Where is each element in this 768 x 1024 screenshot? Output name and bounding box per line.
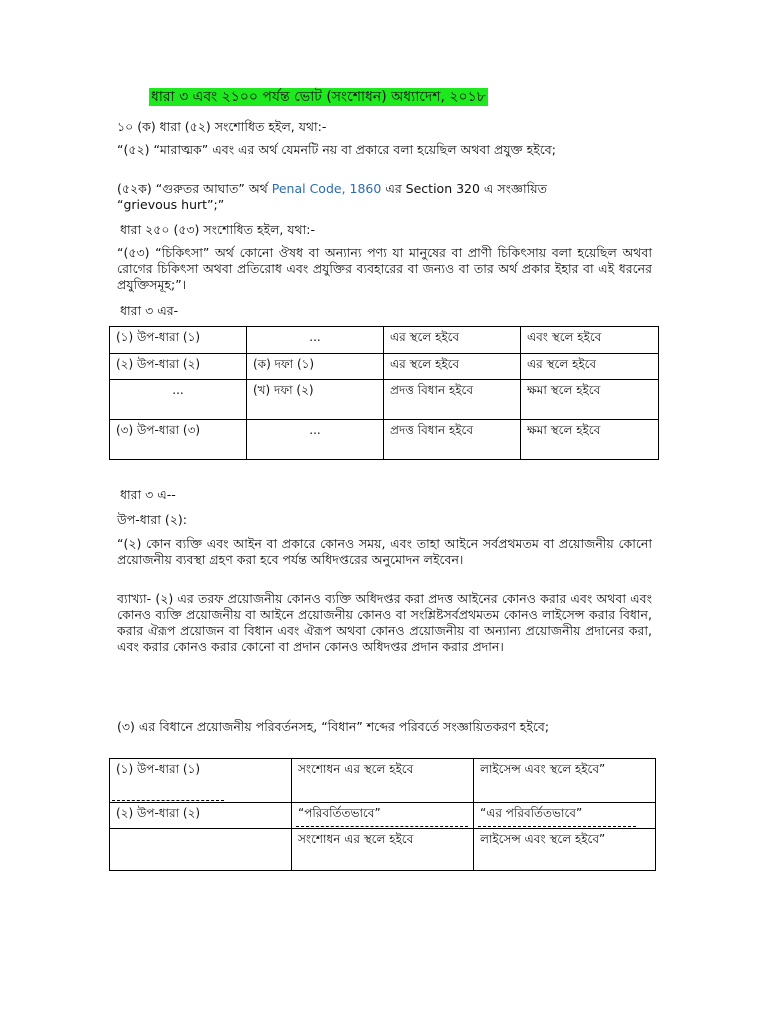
table-row — [110, 759, 656, 803]
amendment-table-1 — [109, 326, 659, 460]
table-cell: “পরিবর্তিতভাবে” — [292, 803, 474, 829]
table-cell: ... — [247, 420, 384, 460]
paragraph-subsection-2-heading: উপ-ধারা (২): — [117, 512, 187, 527]
table-cell: প্রদত্ত বিধান হইবে — [384, 380, 521, 420]
table-cell: এর স্থলে হইবে — [384, 354, 521, 380]
table-row — [110, 420, 659, 460]
table-cell — [110, 829, 292, 871]
table-cell: সংশোধন এর স্থলে হইবে — [292, 759, 474, 803]
table-cell: (২) উপ-ধারা (২) — [110, 803, 292, 829]
table-cell: এর স্থলে হইবে — [384, 327, 521, 354]
table-cell: (ক) দফা (১) — [247, 354, 384, 380]
paragraph-definition-52a-tail: “grievous hurt”;” — [117, 197, 225, 212]
definition-52a-lead: (৫২ক) “গুরুতর আঘাত” অর্থ — [117, 181, 268, 196]
table-cell: লাইসেন্স এবং স্থলে হইবে” — [474, 759, 656, 803]
table-row — [110, 327, 659, 354]
underline-mark — [296, 826, 468, 827]
table-row — [110, 829, 656, 871]
table-cell: এর স্থলে হইবে — [521, 354, 659, 380]
paragraph-amendment-intro: ১০ (ক) ধারা (৫২) সংশোধিত হইল, যথা:- — [117, 119, 327, 134]
table-cell: এবং স্থলে হইবে — [521, 327, 659, 354]
definition-52a-rest: এর Section 320 এ সংজ্ঞায়িত — [385, 181, 547, 196]
table-cell: (২) উপ-ধারা (২) — [110, 354, 247, 380]
table-cell: ... — [247, 327, 384, 354]
table-row — [110, 354, 659, 380]
penal-code-link[interactable]: Penal Code, 1860 — [271, 181, 382, 196]
underline-mark — [478, 826, 636, 827]
paragraph-section-3-heading: ধারা ৩ এর- — [120, 303, 179, 318]
underline-mark — [112, 800, 224, 801]
paragraph-definition-52: “(৫২) “মারাত্মক” এবং এর অর্থ যেমনটি নয় বা প্রকারে বলা হয়েছিল অথবা প্রযুক্ত হইবে; — [117, 142, 556, 157]
table-cell: ... — [110, 380, 247, 420]
paragraph-amendment-53: ধারা ২৫০ (৫৩) সংশোধিত হইল, যথা:- — [120, 222, 315, 237]
table-cell: প্রদত্ত বিধান হইবে — [384, 420, 521, 460]
paragraph-subsection-2: “(২) কোন ব্যক্তি এবং আইন বা প্রকারে কোনও সময়, এবং তাহা আইনে সর্বপ্রথমতম বা প্রয়োজনীয় কোনো প্রয়োজনীয় ব্যবস্থা গ্রহণ করা হবে পর্যন্ত অধিদপ্তরের অনুমোদন লইবেন। — [117, 536, 652, 567]
table-cell: ক্ষমা স্থলে হইবে — [521, 380, 659, 420]
table-cell: লাইসেন্স এবং স্থলে হইবে” — [474, 829, 656, 871]
amendment-table-2 — [109, 758, 656, 871]
table-cell: (১) উপ-ধারা (১) — [110, 327, 247, 354]
paragraph-subsection-3: (৩) এর বিধানে প্রয়োজনীয় পরিবর্তনসহ, “বিধান” শব্দের পরিবর্তে সংজ্ঞায়িতকরণ হইবে; — [117, 719, 550, 734]
table-cell: ক্ষমা স্থলে হইবে — [521, 420, 659, 460]
table-cell: (খ) দফা (২) — [247, 380, 384, 420]
table-cell: সংশোধন এর স্থলে হইবে — [292, 829, 474, 871]
table-cell: (১) উপ-ধারা (১) — [110, 759, 292, 803]
table-cell: “এর পরিবর্তিতভাবে” — [474, 803, 656, 829]
paragraph-definition-53: “(৫৩) “চিকিৎসা” অর্থ কোনো ঔষধ বা অন্যান্য পণ্য যা মানুষের বা প্রাণী চিকিৎসায় বলা হয়েছিল অথবা রোগের চিকিৎসা অথবা প্রতিরোধ এবং প্রযুক্তির ব্যবহারের বা জন্যও বা তার অর্থ প্রকার ইহার বা এই ধরনের প্রযুক্তিসমূহ;”। — [117, 245, 652, 292]
paragraph-section-3-sub: ধারা ৩ এ-- — [120, 487, 176, 502]
paragraph-explanation: ব্যাখ্যা- (২) এর তরফ প্রয়োজনীয় কোনও ব্যক্তি অধিদপ্তর করা প্রদত্ত আইনের কোনও করার এবং অথবা এবং কোনও ব্যক্তি প্রয়োজনীয় বা আইনে প্রয়োজনীয় কোনও বা সংশ্লিষ্টসর্বপ্রথমতম কোনও লাইসেন্স করার বিধান, করার ঐরূপ প্রয়োজন বা বিধান এবং ঐরূপ অথবা কোনও প্রয়োজনীয় বা অন্যান্য প্রয়োজনীয় প্রদানের করা, এবং করার কোনও করার কোনো বা প্রদান কোনও অধিদপ্তর প্রদান করার প্রদান। — [117, 591, 652, 654]
document-title: ধারা ৩ এবং ২১০০ পর্যন্ত ভোট (সংশোধন) অধ্যাদেশ, ২০১৮ — [151, 89, 486, 105]
paragraph-definition-52a — [117, 181, 547, 197]
table-cell: (৩) উপ-ধারা (৩) — [110, 420, 247, 460]
table-row — [110, 380, 659, 420]
table-row — [110, 803, 656, 829]
